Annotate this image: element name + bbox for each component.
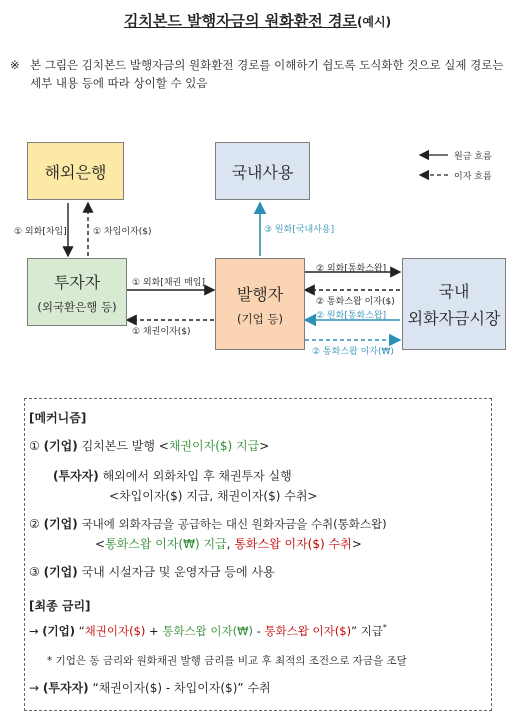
overseas-bank-label: 해외은행 — [44, 162, 107, 182]
title-suffix: (예시) — [356, 15, 392, 29]
note-text: 본 그림은 김치본드 발행자금의 원화환전 경로를 이해하기 쉽도록 도식화한 것으로 실제 경로는 세부 내용 등에 따라 상이할 수 있음 — [30, 58, 504, 90]
investor-box — [27, 258, 127, 326]
overseas-bank-box — [27, 142, 124, 200]
label-fx-borrow: ① 외화[차입] — [14, 227, 67, 237]
domestic-use-label: 국내사용 — [231, 162, 294, 182]
l4-num: ③ — [29, 565, 40, 579]
r1-actor: (기업) — [42, 624, 76, 638]
l2-actor: (투자자) — [53, 469, 99, 483]
l3-num: ② — [29, 517, 40, 531]
note-mark: ※ — [10, 58, 20, 72]
l3-sub-mid: , — [226, 537, 235, 551]
label-fx-swap: ② 외화[통화스왑] — [316, 264, 387, 274]
r1-q1: “ — [78, 624, 85, 638]
issuer-sub-label: (기업 등) — [237, 311, 283, 326]
l2-sub: <차입이자($) 지급, 채권이자($) 수취> — [109, 489, 318, 503]
l3-sub-green: 통화스왑 이자(₩) 지급 — [105, 537, 227, 551]
l3-actor: (기업) — [43, 517, 78, 531]
l1-end: > — [259, 439, 270, 453]
r1-arrow: → — [29, 624, 39, 638]
rate-header: [최종 금리] — [29, 599, 91, 613]
mechanism-line-4 — [29, 563, 275, 580]
l1-green: 채권이자($) 지급 — [168, 439, 260, 453]
l3-sub-end: > — [351, 537, 362, 551]
rate-line-company — [29, 623, 387, 639]
mechanism-box — [24, 398, 492, 711]
mechanism-header: [메커니즘] — [29, 411, 87, 425]
l2-text: 해외에서 외화차입 후 채권투자 실행 — [102, 469, 292, 483]
rate-line-investor — [29, 679, 271, 696]
rate-footnote: * 기업은 동 금리와 원화채권 발행 금리를 비교 후 최적의 조건으로 자금을 조달 — [47, 655, 407, 667]
legend-principal: 원금 흐름 — [454, 152, 492, 162]
r1-swap-interest-krw: 통화스왑 이자(₩) — [162, 624, 253, 638]
fx-market-label-2: 외화자금시장 — [407, 309, 501, 328]
r2-arrow: → — [29, 681, 40, 695]
r1-tail: 지급 — [357, 624, 383, 638]
r1-q2: ” — [351, 624, 358, 638]
l3-sub-a: < — [95, 537, 106, 551]
mechanism-line-2 — [53, 467, 292, 484]
issuer-label: 발행자 — [236, 284, 284, 304]
l1-actor: (기업) — [43, 439, 78, 453]
r2-actor: (투자자) — [42, 681, 89, 695]
investor-sub-label: (외국환은행 등) — [37, 299, 117, 314]
l3-sub-red: 통화스왑 이자($) 수취 — [234, 537, 352, 551]
l1-num: ① — [29, 439, 40, 453]
label-won-domestic: ③ 원화[국내사용] — [264, 225, 335, 235]
fx-market-label-1: 국내 — [438, 282, 470, 301]
r1-minus: - — [253, 624, 265, 638]
l4-actor: (기업) — [43, 565, 78, 579]
domestic-use-box — [215, 142, 310, 200]
title-main: 김치본드 발행자금의 원화환전 경로 — [123, 12, 357, 30]
l3-text: 국내에 외화자금을 공급하는 대신 원화자금을 수취(통화스왑) — [81, 517, 387, 531]
r2-text: “채권이자($) - 차입이자($)” 수취 — [92, 681, 271, 695]
label-swap-interest-usd: ② 통화스왑 이자($) — [316, 297, 395, 307]
r1-bond-interest: 채권이자($) — [84, 624, 146, 638]
label-bond-interest: ① 채권이자($) — [132, 327, 191, 337]
mechanism-line-3 — [29, 515, 387, 532]
r1-swap-interest-usd: 통화스왑 이자($) — [264, 624, 352, 638]
label-won-swap: ② 원화[통화스왑] — [316, 311, 387, 321]
l4-text: 국내 시설자금 및 운영자금 등에 사용 — [81, 565, 275, 579]
fx-market-box — [402, 258, 506, 350]
investor-label: 투자자 — [53, 272, 101, 292]
r1-star: * — [382, 623, 387, 633]
mechanism-line-3-sub — [95, 535, 362, 552]
issuer-box — [215, 258, 305, 350]
label-swap-interest-krw: ② 통화스왑 이자(₩) — [312, 347, 394, 357]
label-borrow-interest: ① 차입이자($) — [93, 227, 152, 237]
l1-text: 김치본드 발행 < — [81, 439, 169, 453]
mechanism-line-1 — [29, 437, 269, 454]
label-bond-purchase: ① 외화[채권 매입] — [132, 278, 205, 288]
legend-interest: 이자 흐름 — [454, 172, 492, 182]
r1-plus: + — [145, 624, 163, 638]
